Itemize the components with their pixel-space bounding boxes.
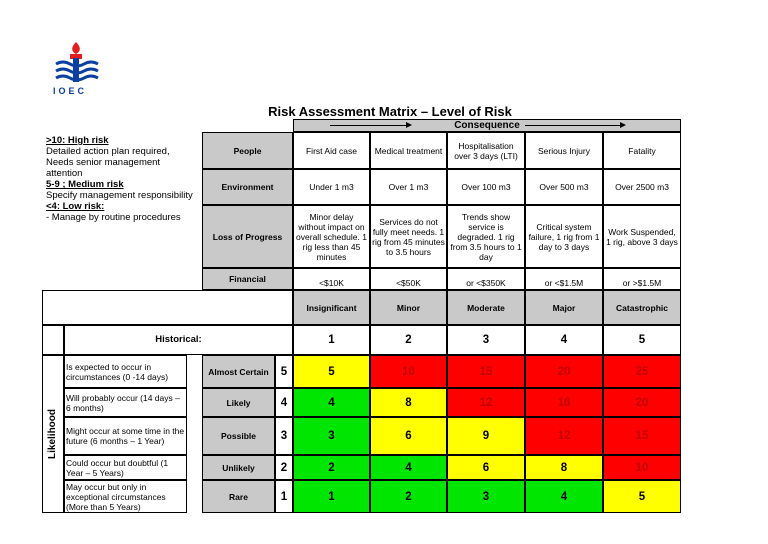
risk-score-cell: 4 bbox=[293, 388, 370, 417]
severity-moderate: Moderate bbox=[447, 290, 525, 325]
environment-cell: Over 500 m3 bbox=[525, 169, 603, 205]
risk-score-cell: 12 bbox=[525, 417, 603, 455]
likelihood-label: Likelihood bbox=[47, 409, 58, 459]
legend-low-text: - Manage by routine procedures bbox=[46, 212, 181, 223]
risk-score-cell: 20 bbox=[525, 355, 603, 388]
likelihood-name: Almost Certain bbox=[202, 355, 275, 388]
likelihood-desc: Will probably occur (14 days – 6 months) bbox=[64, 388, 187, 417]
severity-number: 3 bbox=[447, 325, 525, 355]
risk-score-cell: 6 bbox=[447, 455, 525, 480]
arrow-left-line bbox=[330, 125, 410, 126]
loss-cell: Trends show service is degraded. 1 rig from 3.5 hours to 1 day bbox=[447, 205, 525, 268]
people-cell: Serious Injury bbox=[525, 132, 603, 169]
risk-score-cell: 4 bbox=[525, 480, 603, 513]
risk-legend bbox=[46, 135, 196, 223]
severity-number: 4 bbox=[525, 325, 603, 355]
environment-cell: Over 100 m3 bbox=[447, 169, 525, 205]
legend-low-head: <4: Low risk: bbox=[46, 201, 105, 212]
likelihood-name: Likely bbox=[202, 388, 275, 417]
severity-number: 2 bbox=[370, 325, 447, 355]
risk-score-cell: 20 bbox=[603, 388, 681, 417]
severity-insignificant: Insignificant bbox=[293, 290, 370, 325]
historical-spacer bbox=[42, 325, 64, 355]
financial-cell: <$50K bbox=[370, 268, 447, 290]
likelihood-name: Rare bbox=[202, 480, 275, 513]
risk-score-cell: 4 bbox=[370, 455, 447, 480]
row-label-loss-of-progress: Loss of Progress bbox=[202, 205, 293, 268]
environment-cell: Under 1 m3 bbox=[293, 169, 370, 205]
risk-score-cell: 2 bbox=[293, 455, 370, 480]
likelihood-name: Possible bbox=[202, 417, 275, 455]
risk-score-cell: 5 bbox=[293, 355, 370, 388]
financial-cell: <$10K bbox=[293, 268, 370, 290]
risk-score-cell: 9 bbox=[447, 417, 525, 455]
severity-minor: Minor bbox=[370, 290, 447, 325]
likelihood-number: 3 bbox=[275, 417, 293, 455]
loss-cell: Work Suspended, 1 rig, above 3 days bbox=[603, 205, 681, 268]
risk-score-cell: 15 bbox=[447, 355, 525, 388]
likelihood-number: 1 bbox=[275, 480, 293, 513]
people-cell: Medical treatment bbox=[370, 132, 447, 169]
people-cell: Hospitalisation over 3 days (LTI) bbox=[447, 132, 525, 169]
likelihood-desc: Might occur at some time in the future (6 months – 1 Year) bbox=[64, 417, 187, 455]
financial-cell: or >$1.5M bbox=[603, 268, 681, 290]
likelihood-desc: Is expected to occur in circumstances (0 -14 days) bbox=[64, 355, 187, 388]
arrow-left-head-icon bbox=[406, 122, 412, 128]
likelihood-name: Unlikely bbox=[202, 455, 275, 480]
risk-score-cell: 10 bbox=[370, 355, 447, 388]
risk-score-cell: 3 bbox=[293, 417, 370, 455]
risk-score-cell: 15 bbox=[603, 417, 681, 455]
arrow-right-line bbox=[525, 125, 623, 126]
loss-cell: Minor delay without impact on overall schedule. 1 rig less than 45 minutes bbox=[293, 205, 370, 268]
likelihood-number: 5 bbox=[275, 355, 293, 388]
risk-score-cell: 1 bbox=[293, 480, 370, 513]
likelihood-desc: Could occur but doubtful (1 Year – 5 Years) bbox=[64, 455, 187, 480]
financial-cell: or <$350K bbox=[447, 268, 525, 290]
financial-cell: or <$1.5M bbox=[525, 268, 603, 290]
environment-cell: Over 2500 m3 bbox=[603, 169, 681, 205]
risk-score-cell: 2 bbox=[370, 480, 447, 513]
people-cell: First Aid case bbox=[293, 132, 370, 169]
legend-high-text: Detailed action plan required, Needs senior management attention bbox=[46, 146, 170, 179]
severity-major: Major bbox=[525, 290, 603, 325]
legend-medium-text: Specify management responsibility bbox=[46, 190, 193, 201]
page-title: Risk Assessment Matrix – Level of Risk bbox=[268, 104, 512, 119]
risk-score-cell: 25 bbox=[603, 355, 681, 388]
historical-label: Historical: bbox=[64, 325, 293, 355]
row-label-environment: Environment bbox=[202, 169, 293, 205]
people-cell: Fatality bbox=[603, 132, 681, 169]
logo-text: IOEC bbox=[53, 86, 88, 96]
arrow-right-head-icon bbox=[620, 122, 626, 128]
consequence-label: Consequence bbox=[454, 119, 520, 131]
loss-cell: Services do not fully meet needs. 1 rig from 45 minutes to 3.5 hours bbox=[370, 205, 447, 268]
risk-score-cell: 16 bbox=[525, 388, 603, 417]
risk-score-cell: 8 bbox=[370, 388, 447, 417]
likelihood-label-cell bbox=[42, 355, 64, 513]
likelihood-desc: May occur but only in exceptional circumstances (More than 5 Years) bbox=[64, 480, 187, 513]
likelihood-number: 4 bbox=[275, 388, 293, 417]
row-label-financial: Financial bbox=[202, 268, 293, 290]
risk-score-cell: 10 bbox=[603, 455, 681, 480]
likelihood-number: 2 bbox=[275, 455, 293, 480]
matrix-corner bbox=[42, 290, 293, 325]
risk-score-cell: 5 bbox=[603, 480, 681, 513]
loss-cell: Critical system failure, 1 rig from 1 day to 3 days bbox=[525, 205, 603, 268]
risk-score-cell: 6 bbox=[370, 417, 447, 455]
row-label-people: People bbox=[202, 132, 293, 169]
risk-score-cell: 12 bbox=[447, 388, 525, 417]
risk-score-cell: 8 bbox=[525, 455, 603, 480]
severity-number: 1 bbox=[293, 325, 370, 355]
legend-medium-head: 5-9 ; Medium risk bbox=[46, 179, 124, 190]
risk-score-cell: 3 bbox=[447, 480, 525, 513]
severity-number: 5 bbox=[603, 325, 681, 355]
environment-cell: Over 1 m3 bbox=[370, 169, 447, 205]
legend-high-head: >10: High risk bbox=[46, 135, 109, 146]
severity-catastrophic: Catastrophic bbox=[603, 290, 681, 325]
